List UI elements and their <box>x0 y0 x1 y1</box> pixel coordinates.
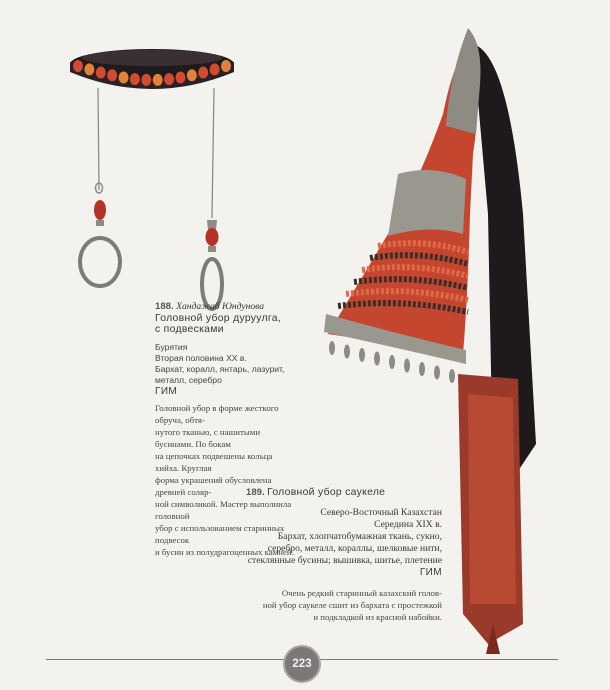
materials-line: стеклянные бусины; вышивка, шитье, плетение <box>247 555 442 566</box>
side-panel-inner <box>468 394 516 604</box>
coral-bead <box>175 72 185 84</box>
silver-drop <box>344 345 350 359</box>
date: Середина XIX в. <box>374 519 442 530</box>
coral-bead <box>141 74 151 86</box>
page-number: 223 <box>283 645 321 683</box>
materials-line: серебро, металл, кораллы, шелковые нити, <box>267 543 442 554</box>
right-chain <box>212 88 214 218</box>
silver-drop <box>389 355 395 369</box>
coral-bead <box>107 69 117 81</box>
silver-plaque <box>388 170 466 236</box>
coral-bead <box>73 60 83 72</box>
coral-bead <box>119 72 129 84</box>
collection: ГИМ <box>155 386 178 398</box>
coral-bead <box>84 63 94 75</box>
region: Бурятия <box>155 342 188 353</box>
caption-189 <box>246 487 442 623</box>
coral-bead <box>210 63 220 75</box>
silver-drop <box>329 341 335 355</box>
description-line: Головной убор в форме жесткого обруча, обтя- <box>155 402 279 425</box>
materials-line: Бархат, хлопчатобумажная ткань, сукно, <box>277 531 442 542</box>
region: Северо-Восточный Казахстан <box>320 507 442 518</box>
silver-drop <box>359 348 365 362</box>
silver-drop <box>374 352 380 366</box>
headband-photo <box>66 40 236 315</box>
description-line: и подкладкой из красной набойки. <box>313 612 442 622</box>
silver-drop <box>404 359 410 373</box>
description-189 <box>246 587 442 623</box>
author: Хандажаб Юндунова <box>176 301 265 312</box>
coral-bead <box>130 73 140 85</box>
coral-bead <box>187 69 197 81</box>
date: Вторая половина XX в. <box>155 353 247 364</box>
description-line: Очень редкий старинный казахский голов- <box>281 588 442 598</box>
item-title-2: с подвесками <box>155 324 224 336</box>
description-line: форма украшений обусловлена древней соляр- <box>155 474 272 497</box>
collection: ГИМ <box>419 567 442 578</box>
materials: Бархат, коралл, янтарь, лазурит, металл, серебро <box>155 364 285 386</box>
right-coral-bead <box>206 228 219 246</box>
coral-bead <box>164 73 174 85</box>
silver-drop <box>419 362 425 376</box>
right-cap-bottom <box>208 246 216 252</box>
item-number: 188. <box>155 301 174 312</box>
coral-bead <box>153 74 163 86</box>
caption-189-heading <box>246 487 442 499</box>
description-line: нутого тканью, с нашитыми бусинами. По бокам <box>155 426 261 449</box>
description-line: ной убор саукеле сшит из бархата с простежкой <box>262 600 442 610</box>
description-line: на цепочках подвешены кольца хийха. Круглая <box>155 450 273 473</box>
left-chain <box>98 88 99 190</box>
item-number: 189. <box>246 487 265 498</box>
description-line: и бусин из полудрагоценных камней. <box>155 546 294 557</box>
item-title: Головной убор дуруулга, <box>155 312 282 324</box>
coral-bead <box>198 67 208 79</box>
left-cap <box>96 220 104 226</box>
band-inner <box>82 50 222 66</box>
left-coral-bead <box>94 200 106 220</box>
materials-189 <box>246 531 442 567</box>
silver-drop <box>449 369 455 383</box>
coral-bead <box>96 67 106 79</box>
description-line: убор с использованием старинных подвесок <box>155 522 285 545</box>
left-ring <box>80 238 120 286</box>
caption-188-heading <box>155 301 295 313</box>
description-line: ной символикой. Мастер выполнила головной <box>155 498 292 521</box>
coral-bead <box>221 60 231 72</box>
silver-drop <box>434 366 440 380</box>
item-title: Головной убор саукеле <box>267 487 386 498</box>
